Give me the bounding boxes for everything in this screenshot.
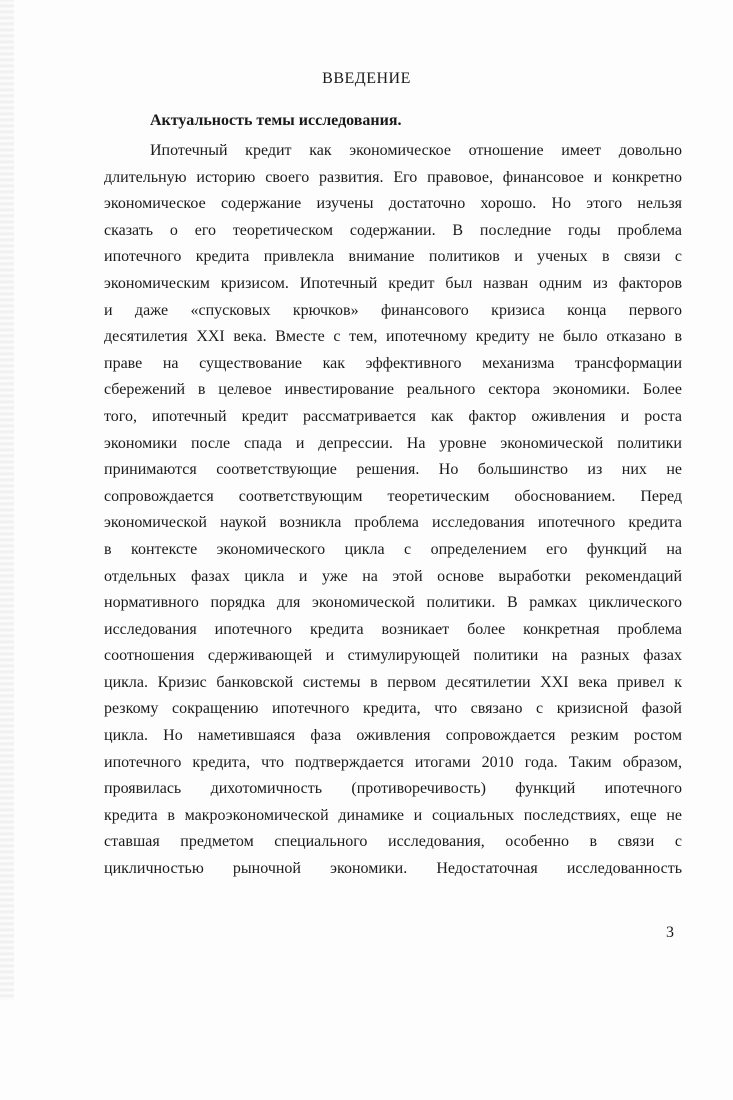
text-line: экономическое содержание изучены достаточно хорошо. Но этого нельзя bbox=[104, 195, 682, 213]
text-line: Ипотечный кредит как экономическое отношение имеет довольно bbox=[150, 142, 682, 159]
body-paragraph bbox=[104, 138, 682, 883]
text-line: ипотечного кредита, что подтверждается итогами 2010 года. Таким образом, bbox=[104, 753, 682, 771]
text-line: цикла. Но наметившаяся фаза оживления сопровождается резким ростом bbox=[104, 727, 682, 745]
text-line: сказать о его теоретическом содержании. В последние годы проблема bbox=[104, 221, 682, 239]
text-line: ставшая предметом специального исследования, особенно в связи с bbox=[104, 833, 682, 851]
section-subtitle: Актуальность темы исследования. bbox=[150, 112, 402, 129]
text-line: десятилетия XXI века. Вместе с тем, ипотечному кредиту не было отказано в bbox=[104, 328, 682, 346]
page-number: 3 bbox=[666, 924, 674, 941]
text-line: соотношения сдерживающей и стимулирующей политики на разных фазах bbox=[104, 647, 682, 665]
section-title: ВВЕДЕНИЕ bbox=[322, 70, 411, 87]
text-line: в контексте экономического цикла с определением его функций на bbox=[104, 540, 682, 558]
text-line: сопровождается соответствующим теоретическим обоснованием. Перед bbox=[104, 487, 682, 505]
text-line: экономической наукой возникла проблема исследования ипотечного кредита bbox=[104, 514, 682, 532]
text-line: кредита в макроэкономической динамике и социальных последствиях, еще не bbox=[104, 806, 682, 824]
text-line: длительную историю своего развития. Его правовое, финансовое и конкретно bbox=[104, 168, 682, 186]
text-line: нормативного порядка для экономической политики. В рамках циклического bbox=[104, 594, 682, 612]
text-line: экономическим кризисом. Ипотечный кредит был назван одним из факторов bbox=[104, 274, 682, 292]
text-line: проявилась дихотомичность (противоречивость) функций ипотечного bbox=[104, 780, 682, 798]
text-line: сбережений в целевое инвестирование реального сектора экономики. Более bbox=[104, 381, 682, 399]
scan-edge-artifact bbox=[0, 0, 14, 1000]
text-line: цикла. Кризис банковской системы в первом десятилетии XXI века привел к bbox=[104, 673, 682, 691]
text-line: цикличностью рыночной экономики. Недостаточная исследованность bbox=[104, 860, 682, 878]
text-line: отдельных фазах цикла и уже на этой основе выработки рекомендаций bbox=[104, 567, 682, 585]
text-line: резкому сокращению ипотечного кредита, что связано с кризисной фазой bbox=[104, 700, 682, 718]
text-line: принимаются соответствующие решения. Но большинство из них не bbox=[104, 461, 682, 479]
text-line: и даже «спусковых крючков» финансового кризиса конца первого bbox=[104, 301, 682, 319]
text-line: исследования ипотечного кредита возникает более конкретная проблема bbox=[104, 620, 682, 638]
text-line: ипотечного кредита привлекла внимание политиков и ученых в связи с bbox=[104, 248, 682, 266]
text-line: праве на существование как эффективного механизма трансформации bbox=[104, 354, 682, 372]
text-line: того, ипотечный кредит рассматривается как фактор оживления и роста bbox=[104, 407, 682, 425]
text-line: экономики после спада и депрессии. На уровне экономической политики bbox=[104, 434, 682, 452]
